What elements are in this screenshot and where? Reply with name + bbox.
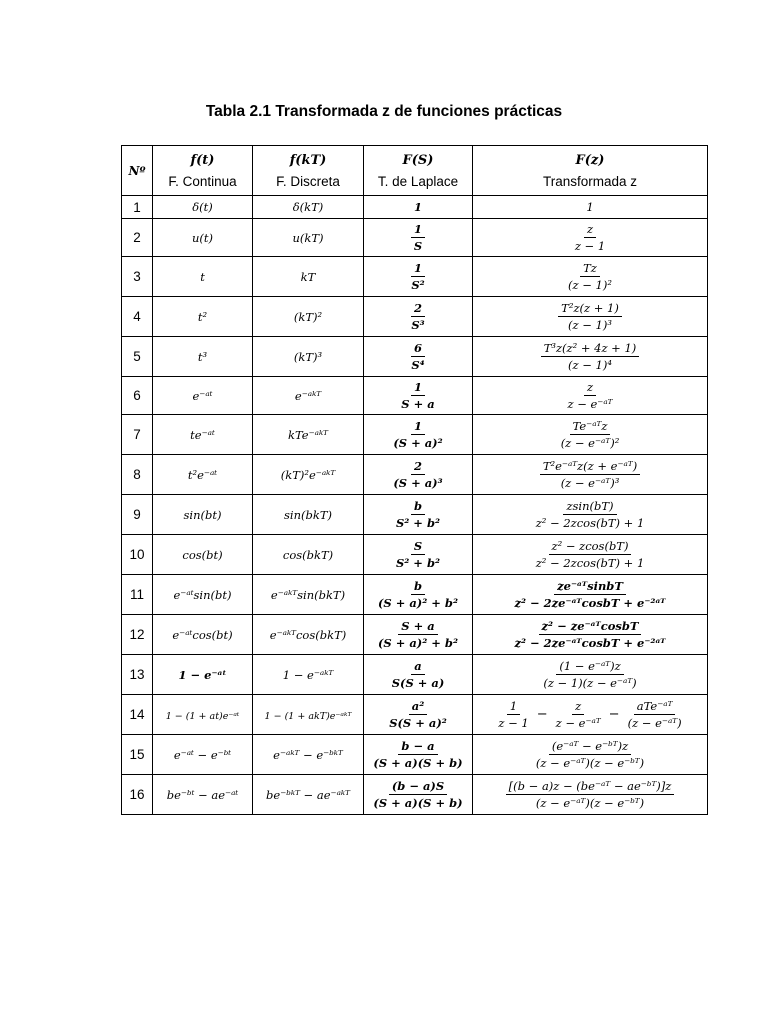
laplace-fraction [411,222,425,253]
row-number: 3 [122,257,153,297]
continuous-function: e⁻ᵃᵗcos(bt) [172,627,233,642]
laplace-numerator: 1 [411,222,425,238]
discrete-function: 1 − e⁻ᵃᵏᵀ [282,667,334,682]
header-discrete-symbol: f(kT) [289,152,327,168]
z-numerator: z [584,380,596,396]
z-numerator: z [584,222,596,238]
z-term-3-denominator: (z − e⁻ᵃᵀ) [627,716,682,730]
laplace-numerator: (b − a)S [389,779,447,795]
z-fraction [540,459,640,490]
table-row [122,655,708,695]
discrete-function: 1 − (1 + akT)e⁻ᵃᵏᵀ [264,710,352,722]
laplace-denominator: (S + a)² + b² [377,596,459,610]
z-fraction [506,779,675,810]
table-row [122,535,708,575]
z-fraction [564,380,615,411]
laplace-fraction [370,779,465,810]
z-transform-compound [473,695,708,735]
laplace-numerator: 1 [411,261,425,277]
z-denominator: (z − 1)(z − e⁻ᵃᵀ) [543,676,637,690]
laplace-denominator: S² + b² [395,556,441,570]
row-number: 16 [122,775,153,815]
laplace-fraction [370,739,465,770]
discrete-function: (kT)²e⁻ᵃᵏᵀ [280,467,336,482]
discrete-function: e⁻ᵃᵏᵀsin(bkT) [270,587,346,602]
table-row [122,615,708,655]
header-continuous-label: F. Continua [168,173,237,189]
z-fraction [533,499,648,530]
row-number: 10 [122,535,153,575]
continuous-function: 1 − e⁻ᵃᵗ [178,667,227,682]
table-row [122,735,708,775]
table-row [122,377,708,415]
continuous-function: u(t) [191,230,213,245]
z-numerator: z² − zcos(bT) [549,539,632,555]
z-denominator: z² − 2zcos(bT) + 1 [535,556,645,570]
laplace-fraction [375,579,461,610]
z-numerator: ze⁻ᵃᵀsinbT [554,579,626,595]
z-numerator: T³z(z² + 4z + 1) [541,341,640,357]
laplace-denominator: S [413,239,423,253]
table-row [122,196,708,219]
z-fraction [565,261,615,292]
continuous-function: be⁻ᵇᵗ − ae⁻ᵃᵗ [166,787,239,802]
z-fraction [511,579,668,610]
discrete-function: e⁻ᵃᵏᵀcos(bkT) [269,627,347,642]
discrete-function: δ(kT) [292,200,324,214]
z-term-2 [553,699,604,730]
discrete-function: u(kT) [292,230,324,245]
laplace-denominator: S + a [401,397,435,411]
continuous-function: cos(bt) [182,547,223,562]
discrete-function: cos(bkT) [282,547,334,562]
laplace-numerator: 1 [411,419,425,435]
z-numerator: T²e⁻ᵃᵀz(z + e⁻ᵃᵀ) [540,459,640,475]
z-denominator: (z − e⁻ᵃᵀ)³ [560,476,620,490]
continuous-function: t³ [197,349,208,364]
z-fraction [511,619,668,650]
laplace-numerator: S + a [398,619,437,635]
header-ztransform-label: Transformada z [542,173,638,189]
laplace-denominator: S² + b² [395,516,441,530]
z-transform-table [121,145,708,815]
z-numerator: Tz [580,261,600,277]
table-row [122,455,708,495]
z-denominator: z² − 2ze⁻ᵃᵀcosbT + e⁻²ᵃᵀ [514,636,666,650]
z-fraction [533,739,647,770]
table-row [122,775,708,815]
row-number: 8 [122,455,153,495]
laplace-numerator: b [411,579,425,595]
continuous-function: t [200,269,205,284]
table-row [122,495,708,535]
z-denominator: z² − 2ze⁻ᵃᵀcosbT + e⁻²ᵃᵀ [514,596,666,610]
table-title: Tabla 2.1 Transformada z de funciones prácticas [205,103,563,120]
row-number: 6 [122,377,153,415]
z-denominator: z² − 2zcos(bT) + 1 [535,516,645,530]
minus-operator: − [608,707,620,722]
laplace-numerator: a [411,659,424,675]
header-no: Nº [122,146,153,196]
z-numerator: (e⁻ᵃᵀ − e⁻ᵇᵀ)z [549,739,631,755]
z-numerator: (1 − e⁻ᵃᵀ)z [556,659,623,675]
table-row [122,575,708,615]
header-laplace [364,146,473,196]
laplace-numerator: 6 [411,341,425,357]
z-numerator: z² − ze⁻ᵃᵀcosbT [539,619,642,635]
z-fraction [558,301,622,332]
z-denominator: (z − e⁻ᵃᵀ)(z − e⁻ᵇᵀ) [535,756,645,770]
laplace-denominator: S² [411,278,425,292]
row-number: 14 [122,695,153,735]
laplace-fraction [390,459,445,490]
header-discrete [253,146,364,196]
row-number: 13 [122,655,153,695]
z-term-1 [495,699,531,730]
laplace-fraction [393,499,443,530]
continuous-function: t² [197,309,208,324]
laplace-denominator: S(S + a) [391,676,445,690]
discrete-function: be⁻ᵇᵏᵀ − ae⁻ᵃᵏᵀ [266,787,350,802]
z-fraction [541,341,640,372]
laplace-numerator: 1 [411,380,425,396]
laplace-fraction [390,419,445,450]
laplace-fraction [375,619,461,650]
laplace-numerator: a² [409,699,428,715]
table-row [122,337,708,377]
z-fraction [572,222,608,253]
z-numerator: Te⁻ᵃᵀz [570,419,611,435]
laplace-denominator: S⁴ [411,358,425,372]
row-number: 11 [122,575,153,615]
discrete-function: sin(bkT) [284,507,332,522]
table-row [122,297,708,337]
header-continuous-symbol: f(t) [190,152,215,168]
header-laplace-symbol: F(S) [402,152,434,168]
header-continuous [153,146,253,196]
z-denominator: (z − e⁻ᵃᵀ)² [560,436,620,450]
z-numerator: [(b − a)z − (be⁻ᵃᵀ − ae⁻ᵇᵀ)]z [506,779,675,795]
laplace-numerator: b − a [398,739,437,755]
z-term-1-denominator: z − 1 [498,716,529,730]
z-term-2-denominator: z − e⁻ᵃᵀ [555,716,601,730]
continuous-function: δ(t) [192,200,213,214]
z-denominator: z − 1 [574,239,606,253]
z-denominator: (z − 1)⁴ [568,358,612,372]
laplace-fraction [386,699,450,730]
continuous-function: sin(bt) [183,507,222,522]
z-term-3 [625,699,685,730]
laplace-numerator: 2 [411,301,425,317]
laplace-numerator: b [411,499,425,515]
laplace-transform: 1 [413,200,422,214]
header-row [122,146,708,196]
laplace-denominator: (S + a)² + b² [377,636,459,650]
header-discrete-label: F. Discreta [276,173,340,189]
continuous-function: e⁻ᵃᵗ [192,388,213,403]
laplace-denominator: (S + a)(S + b) [373,796,463,810]
table-row [122,219,708,257]
laplace-numerator: S [411,539,425,555]
row-number: 5 [122,337,153,377]
row-number: 12 [122,615,153,655]
discrete-function: kT [300,269,316,284]
row-number: 4 [122,297,153,337]
laplace-fraction [408,341,427,372]
row-number: 1 [122,196,153,219]
continuous-function: t²e⁻ᵃᵗ [187,467,218,482]
z-fraction [558,419,623,450]
discrete-function: e⁻ᵃᵏᵀ [294,388,322,403]
header-ztransform-symbol: F(z) [575,152,605,168]
laplace-fraction [393,539,443,570]
minus-operator: − [536,707,548,722]
discrete-function: (kT)² [293,309,323,324]
z-numerator: T²z(z + 1) [558,301,622,317]
laplace-fraction [408,301,427,332]
laplace-denominator: (S + a)(S + b) [373,756,463,770]
z-denominator: (z − 1)³ [568,318,612,332]
z-term-2-numerator: z [572,699,584,715]
header-laplace-label: T. de Laplace [377,173,459,189]
table-row [122,695,708,735]
laplace-denominator: S(S + a)² [389,716,447,730]
laplace-denominator: S³ [411,318,425,332]
discrete-function: (kT)³ [293,349,323,364]
z-term-3-numerator: aTe⁻ᵃᵀ [634,699,676,715]
table-row [122,257,708,297]
z-term-1-numerator: 1 [507,699,520,715]
laplace-fraction [408,261,427,292]
laplace-numerator: 2 [411,459,425,475]
laplace-fraction [389,659,448,690]
z-transform: 1 [586,200,594,214]
laplace-fraction [398,380,437,411]
continuous-function: e⁻ᵃᵗ − e⁻ᵇᵗ [173,747,232,762]
laplace-denominator: (S + a)² [393,436,443,450]
z-fraction [533,539,648,570]
continuous-function: te⁻ᵃᵗ [190,427,215,442]
z-numerator: zsin(bT) [563,499,616,515]
z-denominator: z − e⁻ᵃᵀ [567,397,613,411]
continuous-function: e⁻ᵃᵗsin(bt) [173,587,232,602]
discrete-function: kTe⁻ᵃᵏᵀ [288,427,328,442]
discrete-function: e⁻ᵃᵏᵀ − e⁻ᵇᵏᵀ [273,747,343,762]
row-number: 15 [122,735,153,775]
row-number: 9 [122,495,153,535]
laplace-denominator: (S + a)³ [393,476,443,490]
row-number: 7 [122,415,153,455]
z-denominator: (z − e⁻ᵃᵀ)(z − e⁻ᵇᵀ) [535,796,645,810]
continuous-function: 1 − (1 + at)e⁻ᵃᵗ [165,710,240,722]
z-denominator: (z − 1)² [568,278,612,292]
row-number: 2 [122,219,153,257]
table-row [122,415,708,455]
header-ztransform [473,146,708,196]
z-fraction [540,659,639,690]
